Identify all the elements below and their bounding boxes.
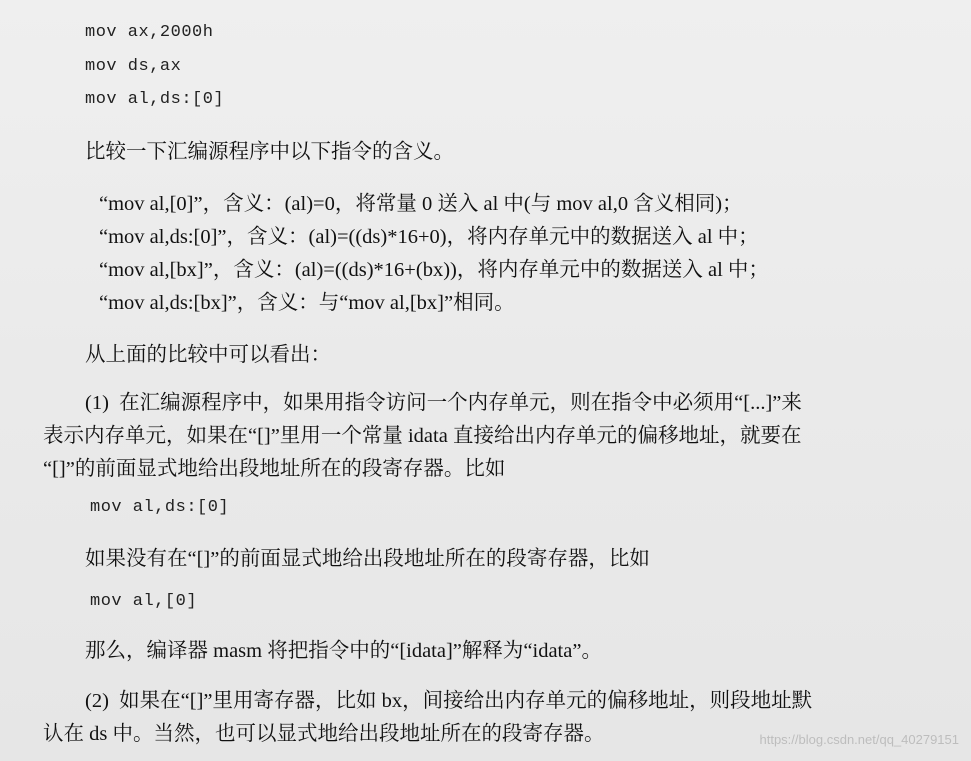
code-example-implicit: mov al,[0] [90,592,198,611]
point2-line-1: (2) 如果在“[]”里用寄存器，比如 bx，间接给出内存单元的偏移地址，则段地址默 [85,690,813,712]
point1-line-1: (1) 在汇编源程序中，如果用指令访问一个内存单元，则在指令中必须用“[...]”来 [85,392,802,414]
if-not-sentence: 如果没有在“[]”的前面显式地给出段地址所在的段寄存器，比如 [85,548,650,570]
code-line-3: mov al,ds:[0] [85,90,225,109]
meaning-line-3: “mov al,[bx]”，含义：(al)=((ds)*16+(bx))，将内存单元中的数据送入 al 中； [99,259,769,281]
meaning-line-2: “mov al,ds:[0]”，含义：(al)=((ds)*16+0)，将内存单元中的数据送入 al 中； [99,226,759,248]
code-example-explicit: mov al,ds:[0] [90,498,230,517]
point1-line-2: 表示内存单元，如果在“[]”里用一个常量 idata 直接给出内存单元的偏移地址，就要在 [43,425,802,447]
intro-sentence: 比较一下汇编源程序中以下指令的含义。 [85,141,454,163]
observe-sentence: 从上面的比较中可以看出： [85,344,331,366]
point1-line-3: “[]”的前面显式地给出段地址所在的段寄存器。比如 [43,458,506,480]
code-line-2: mov ds,ax [85,57,182,76]
code-line-1: mov ax,2000h [85,23,214,42]
meaning-line-4: “mov al,ds:[bx]”，含义：与“mov al,[bx]”相同。 [99,292,515,314]
then-sentence: 那么，编译器 masm 将把指令中的“[idata]”解释为“idata”。 [85,640,602,662]
meaning-line-1: “mov al,[0]”，含义：(al)=0，将常量 0 送入 al 中(与 mov al,0 含义相同)； [99,193,743,215]
point2-line-2: 认在 ds 中。当然，也可以显式地给出段地址所在的段寄存器。 [43,723,605,745]
watermark-url: https://blog.csdn.net/qq_40279151 [759,732,959,747]
